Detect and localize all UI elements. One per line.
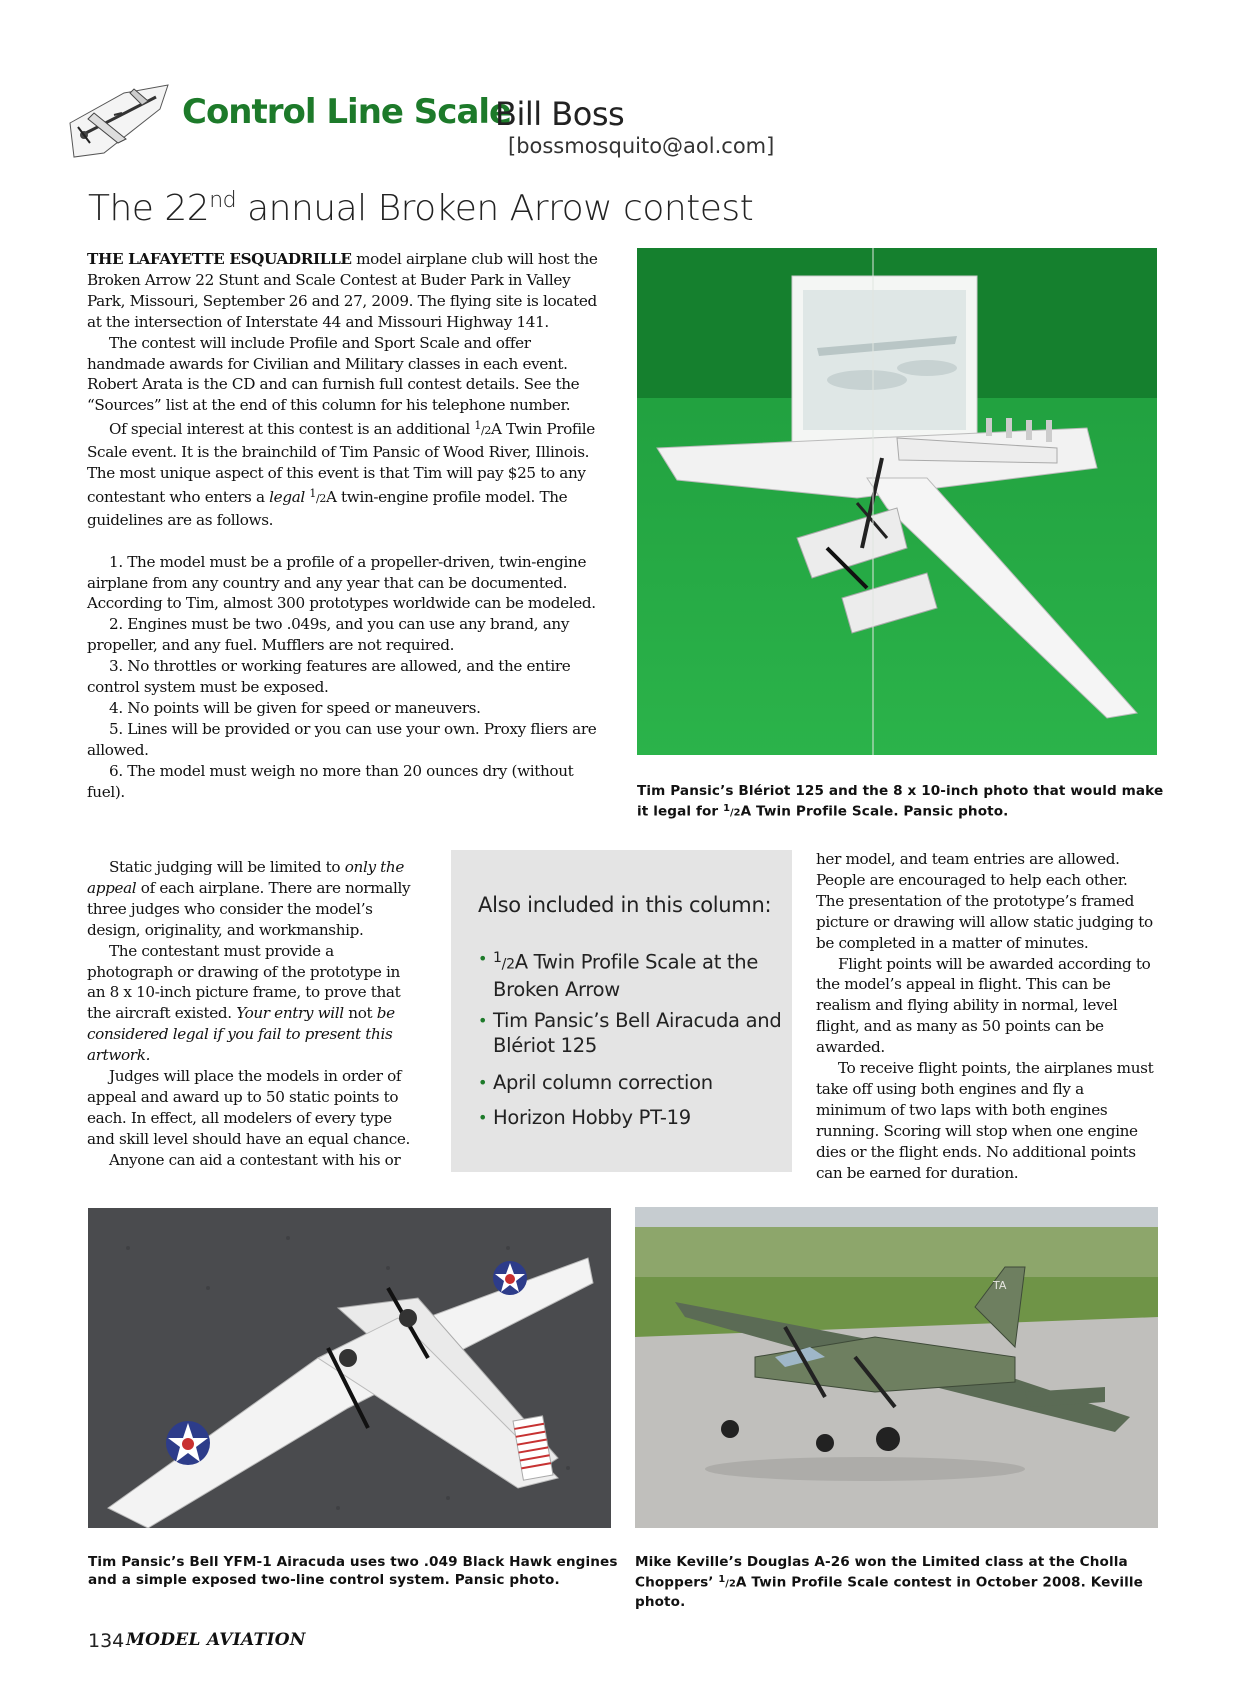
author-name: Bill Boss: [495, 95, 625, 133]
sidebar-item: • $^1$/2A Twin Profile Scale at the Broken Arrow: [478, 946, 793, 1002]
sidebar-item: • Horizon Hobby PT-19: [478, 1106, 691, 1129]
sidebar-item: • April column correction: [478, 1071, 713, 1094]
left-paragraph-2: The contestant must provide a photograph or drawing of the prototype in an 8 x 10-inch picture frame, to prove that the aircraft existed. Your entry will not be considered legal if you fail to present this artwork.: [87, 941, 401, 1065]
intro-text: [87, 249, 607, 803]
article-headline: The 22nd annual Broken Arrow contest: [88, 188, 754, 229]
left-column-text: [87, 857, 419, 1171]
left-paragraph-3: Judges will place the models in order of appeal and award up to 50 static points to each. In effect, all modelers of every type and skill level should have an equal chance.: [87, 1067, 410, 1148]
right-paragraph-1: her model, and team entries are allowed. People are encouraged to help each other. The presentation of the prototype’s framed picture or drawing will allow static judging to be completed in a matter of minutes.: [816, 850, 1153, 952]
rule-4: 4. No points will be given for speed or maneuvers.: [109, 698, 481, 717]
rule-3: 3. No throttles or working features are allowed, and the entire control system must be exposed.: [87, 657, 571, 697]
right-paragraph-3: To receive flight points, the airplanes must take off using both engines and fly a minimum of two laps with both engines running. Scoring will stop when one engine dies or the flight ends. No additional points can be earned for duration.: [816, 1059, 1154, 1182]
left-paragraph-4: Anyone can aid a contestant with his or: [109, 1150, 401, 1169]
intro-paragraph-3: Of special interest at this contest is an additional $^1$/2A Twin Profile Scale event. It is the brainchild of Tim Pansic of Wood River, Illinois. The most unique aspect of this event is that Tim will pay $25 to any contestant who enters a legal $^1$/2A twin-engine profile model. The guidelines are as follows.: [87, 419, 595, 529]
photo-caption: Tim Pansic’s Blériot 125 and the 8 x 10-inch photo that would make it legal for $^1$/2A Twin Profile Scale. Pansic photo.: [637, 783, 1164, 820]
tail-code: TA: [993, 1279, 1007, 1292]
sidebar-title: Also included in this column:: [478, 893, 772, 917]
rule-6: 6. The model must weigh no more than 20 ounces dry (without fuel).: [87, 761, 574, 801]
photo-caption: Tim Pansic’s Bell YFM-1 Airacuda uses two .049 Black Hawk engines and a simple exposed two-line control system. Pansic photo.: [88, 1554, 618, 1588]
photo-douglas-a26: [635, 1207, 1158, 1528]
page-number: 134: [88, 1630, 125, 1652]
photo-caption: Mike Keville’s Douglas A-26 won the Limited class at the Cholla Choppers’ $^1$/2A Twin Profile Scale contest in October 2008. Keville photo.: [635, 1554, 1143, 1611]
right-paragraph-2: Flight points will be awarded according to the model’s appeal in flight. This can be realism and flying ability in normal, level flight, and as many as 50 points can be awarded.: [816, 954, 1151, 1057]
magazine-name: MODEL AVIATION: [126, 1630, 306, 1650]
intro-paragraph-1: THE LAFAYETTE ESQUADRILLE model airplane club will host the Broken Arrow 22 Stunt and Scale Contest at Buder Park in Valley Park, Missouri, September 26 and 27, 2009. The flying site is located at the intersection of Interstate 44 and Missouri Highway 141.: [87, 250, 598, 331]
column-logo-airplane-sketch: [64, 83, 174, 165]
bullet-icon: •: [478, 949, 488, 968]
sidebar-item: • Tim Pansic’s Bell Airacuda and Blériot 125: [478, 1009, 782, 1057]
bullet-icon: •: [478, 1073, 488, 1092]
author-email: [bossmosquito@aol.com]: [508, 134, 775, 158]
photo-bleriot-125: [637, 248, 1157, 755]
left-paragraph-1: Static judging will be limited to only the appeal of each airplane. There are normally three judges who consider the model’s design, originality, and workmanship.: [87, 858, 411, 939]
right-column-text: [816, 849, 1155, 1184]
intro-paragraph-2: The contest will include Profile and Sport Scale and offer handmade awards for Civilian and Military classes in each event. Robert Arata is the CD and can furnish full contest details. See the “Sources” list at the end of this column for his telephone number.: [87, 333, 580, 415]
column-title: Control Line Scale: [182, 92, 512, 132]
bullet-icon: •: [478, 1011, 488, 1030]
rule-5: 5. Lines will be provided or you can use your own. Proxy fliers are allowed.: [87, 719, 597, 759]
bullet-icon: •: [478, 1108, 488, 1127]
photo-bell-airacuda: [88, 1208, 611, 1528]
rule-2: 2. Engines must be two .049s, and you can use any brand, any propeller, and any fuel. Mufflers are not required.: [87, 615, 570, 655]
rule-1: 1. The model must be a profile of a propeller-driven, twin-engine airplane from any country and any year that can be documented. According to Tim, almost 300 prototypes worldwide can be modeled.: [87, 552, 596, 613]
